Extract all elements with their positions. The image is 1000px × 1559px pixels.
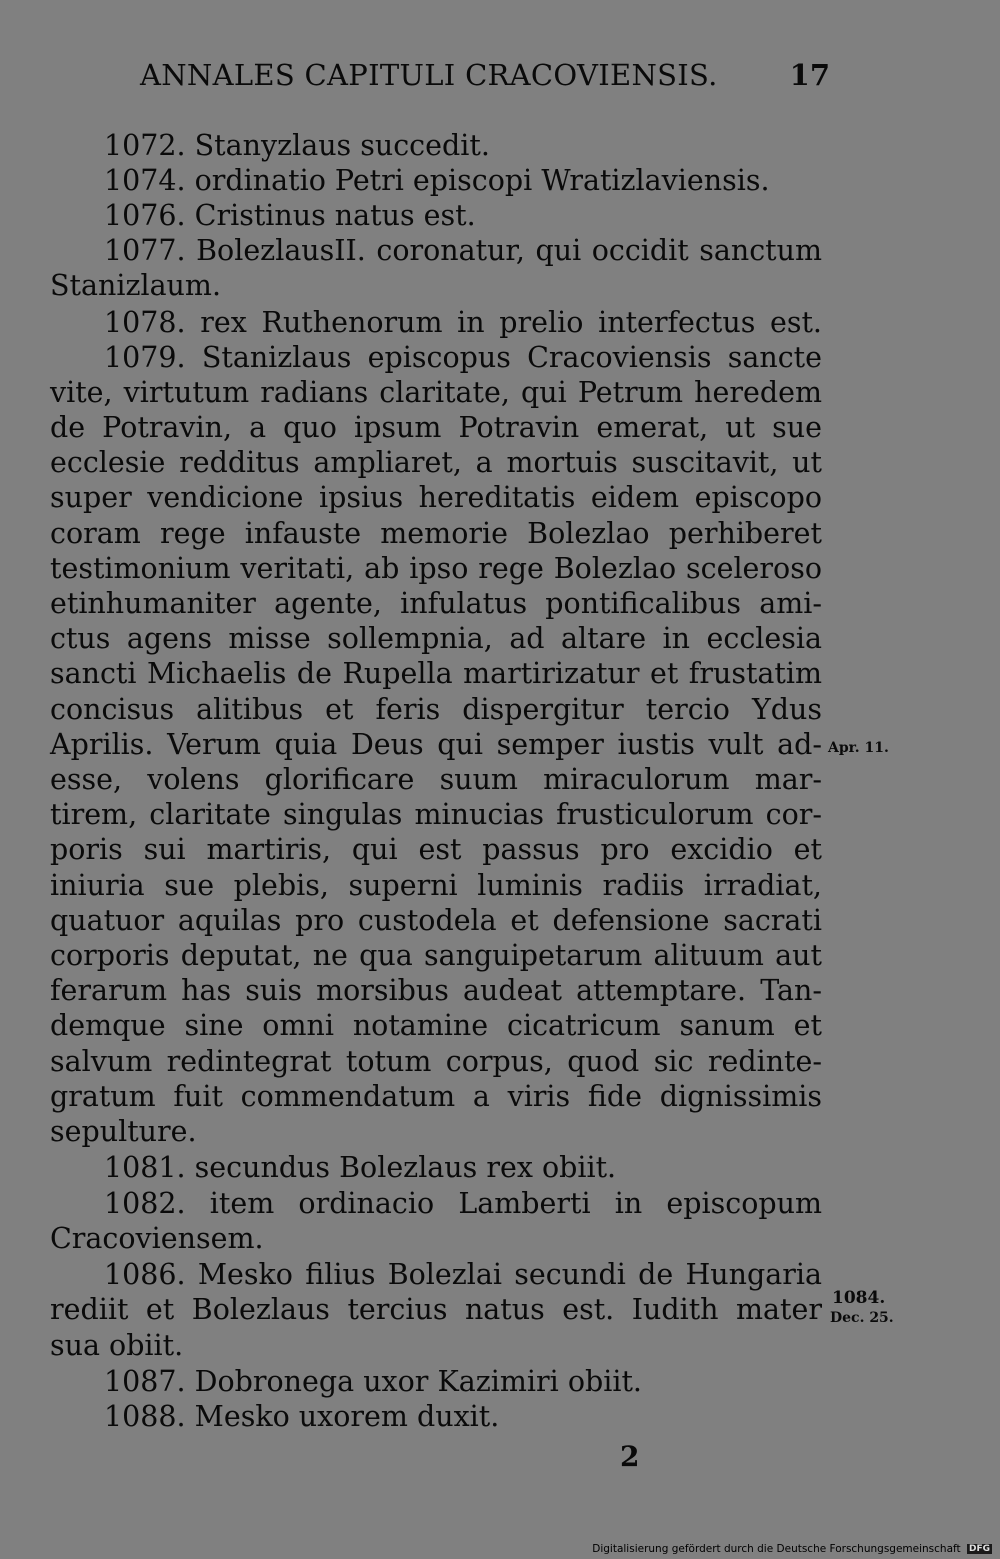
text-line: 1079. Stanizlaus episcopus Cracoviensis sancte: [104, 341, 822, 374]
text-line: testimonium veritati, ab ipso rege Bolezlao sceleroso: [50, 552, 822, 585]
text-line: 1082. item ordinacio Lamberti in episcopum: [104, 1187, 822, 1220]
margin-note-dec: Dec. 25.: [830, 1310, 894, 1326]
text-line: sepulture.: [50, 1115, 197, 1148]
text-line: tirem, claritate singulas minucias frusticulorum cor-: [50, 798, 822, 831]
margin-note-year: 1084.: [832, 1288, 886, 1308]
text-line: etinhumaniter agente, infulatus pontificalibus ami-: [50, 587, 822, 620]
page-number: 17: [789, 58, 830, 92]
text-line: vite, virtutum radians claritate, qui Petrum heredem: [50, 376, 822, 409]
text-line: rediit et Bolezlaus tercius natus est. Iudith mater: [50, 1293, 822, 1326]
text-line: corporis deputat, ne qua sanguipetarum alituum aut: [50, 939, 822, 972]
text-line: 1076. Cristinus natus est.: [104, 199, 476, 232]
text-line: salvum redintegrat totum corpus, quod sic redinte-: [50, 1045, 822, 1078]
text-line: ctus agens misse sollempnia, ad altare in ecclesia: [50, 622, 822, 655]
text-line: 1086. Mesko filius Bolezlai secundi de Hungaria: [104, 1258, 822, 1291]
dfg-logo-icon: DFG: [968, 1544, 990, 1554]
text-line: super vendicione ipsius hereditatis eidem episcopo: [50, 481, 822, 514]
text-line: Stanizlaum.: [50, 269, 221, 302]
text-line: 1081. secundus Bolezlaus rex obiit.: [104, 1151, 617, 1184]
text-line: iniuria sue plebis, superni luminis radiis irradiat,: [50, 869, 822, 902]
running-head: [140, 58, 830, 94]
text-line: concisus alitibus et feris dispergitur tercio Ydus: [50, 693, 822, 726]
footer-credit: Digitalisierung gefördert durch die Deutsche Forschungsgemeinschaft: [592, 1543, 961, 1555]
digitization-footer: [592, 1543, 992, 1555]
margin-note-apr: Apr. 11.: [828, 740, 889, 756]
running-head-title: ANNALES CAPITULI CRACOVIENSIS.: [140, 58, 718, 92]
text-line: ferarum has suis morsibus audeat attemptare. Tan-: [50, 974, 822, 1007]
text-line: 1088. Mesko uxorem duxit.: [104, 1400, 500, 1433]
text-line: 1087. Dobronega uxor Kazimiri obiit.: [104, 1365, 642, 1398]
text-line: coram rege infauste memorie Bolezlao perhiberet: [50, 517, 822, 550]
text-line: demque sine omni notamine cicatricum sanum et: [50, 1009, 822, 1042]
text-line: de Potravin, a quo ipsum Potravin emerat, ut sue: [50, 411, 822, 444]
text-line: Cracoviensem.: [50, 1222, 264, 1255]
text-line: gratum fuit commendatum a viris fide dignissimis: [50, 1080, 822, 1113]
text-line: sancti Michaelis de Rupella martirizatur et frustatim: [50, 657, 822, 690]
text-line: poris sui martiris, qui est passus pro excidio et: [50, 833, 822, 866]
text-line: 1074. ordinatio Petri episcopi Wratizlaviensis.: [104, 164, 770, 197]
text-line: 1077. BolezlausII. coronatur, qui occidit sanctum: [104, 234, 822, 267]
signature-mark: 2: [620, 1440, 640, 1473]
text-line: ecclesie redditus ampliaret, a mortuis suscitavit, ut: [50, 446, 822, 479]
text-line: 1078. rex Ruthenorum in prelio interfectus est.: [104, 306, 822, 339]
text-line: quatuor aquilas pro custodela et defensione sacrati: [50, 904, 822, 937]
text-line: esse, volens glorificare suum miraculorum mar-: [50, 763, 822, 796]
text-line: 1072. Stanyzlaus succedit.: [104, 129, 490, 162]
text-line: Aprilis. Verum quia Deus qui semper iustis vult ad-: [50, 728, 822, 761]
text-line: sua obiit.: [50, 1329, 184, 1362]
